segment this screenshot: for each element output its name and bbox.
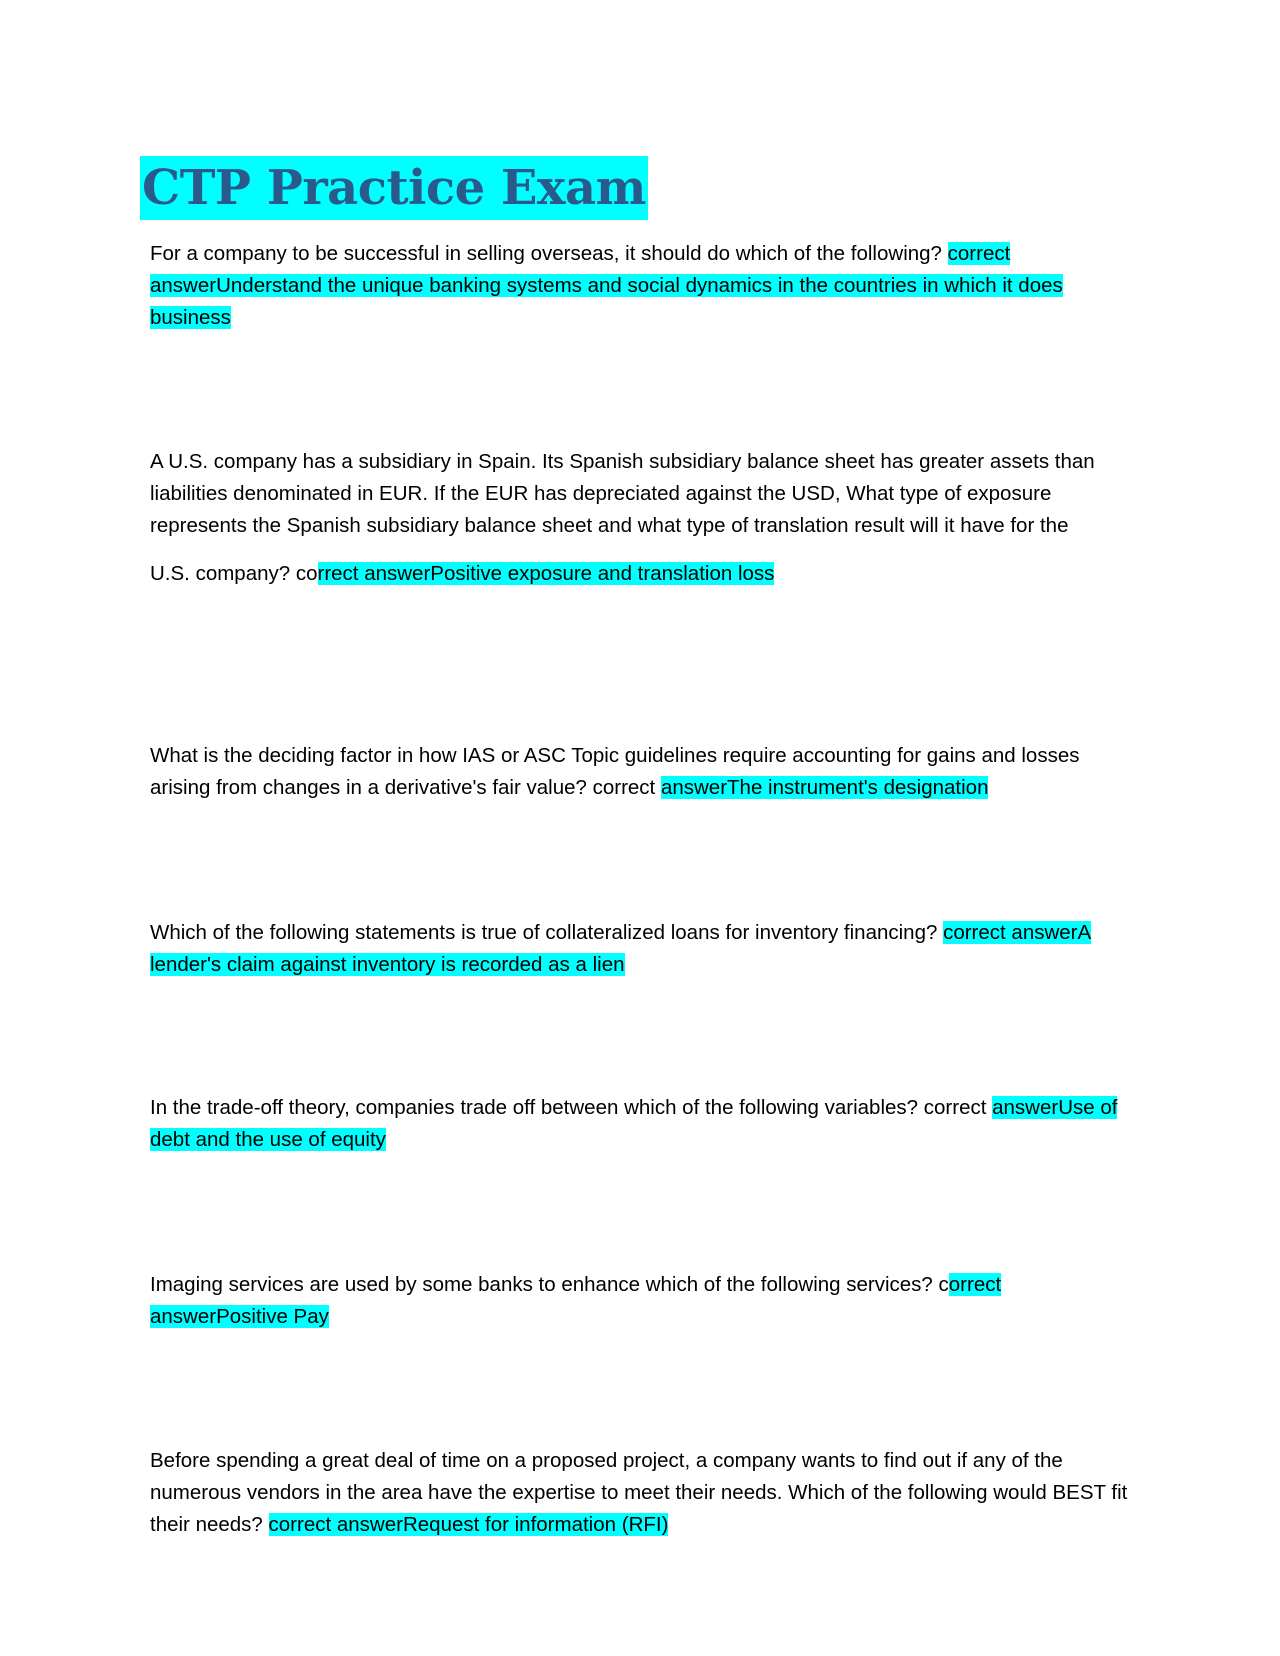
answer-highlight: answerUse of debt and the use of equity — [150, 1096, 1118, 1151]
answer-highlight: answerThe instrument's designation — [660, 776, 989, 799]
document-title: CTP Practice Exam — [140, 156, 648, 220]
question-text: Before spending a great deal of time on a proposed project, a company wants to find out if any of the numerous vendors in the area have the expertise to meet their needs. Which of the following would BEST fit their needs? — [150, 1449, 1128, 1536]
answer-highlight: rrect answerPositive exposure and translation loss — [317, 562, 775, 585]
question-block — [150, 1092, 1140, 1156]
question-text: A U.S. company has a subsidiary in Spain. Its Spanish subsidiary balance sheet has greater assets than liabilities denominated in EUR. If the EUR has depreciated against the USD, What type of exposure represents the Spanish subsidiary balance sheet and what type of translation result will it have for the — [150, 450, 1095, 537]
question-block — [150, 1445, 1140, 1541]
question-block — [150, 446, 1140, 590]
question-text: Which of the following statements is true of collateralized loans for inventory financing? — [150, 921, 944, 944]
question-text-tail: U.S. company? co — [150, 562, 318, 585]
question-text: Imaging services are used by some banks to enhance which of the following services? c — [150, 1273, 949, 1296]
question-block — [150, 238, 1140, 334]
answer-highlight: correct answerUnderstand the unique banking systems and social dynamics in the countries in which it does business — [150, 242, 1063, 329]
question-block — [150, 1269, 1140, 1333]
answer-highlight: correct answerA lender's claim against inventory is recorded as a lien — [150, 921, 1092, 976]
answer-highlight: orrect answerPositive Pay — [150, 1273, 1002, 1328]
question-text: For a company to be successful in selling overseas, it should do which of the following? — [150, 242, 948, 265]
question-block — [150, 917, 1140, 981]
question-text: What is the deciding factor in how IAS or ASC Topic guidelines require accounting for gains and losses arising from changes in a derivative's fair value? correct — [150, 744, 1080, 799]
question-text: In the trade-off theory, companies trade off between which of the following variables? correct — [150, 1096, 993, 1119]
question-block — [150, 740, 1140, 804]
question-last-line — [150, 558, 774, 590]
answer-highlight: correct answerRequest for information (RFI) — [268, 1513, 669, 1536]
